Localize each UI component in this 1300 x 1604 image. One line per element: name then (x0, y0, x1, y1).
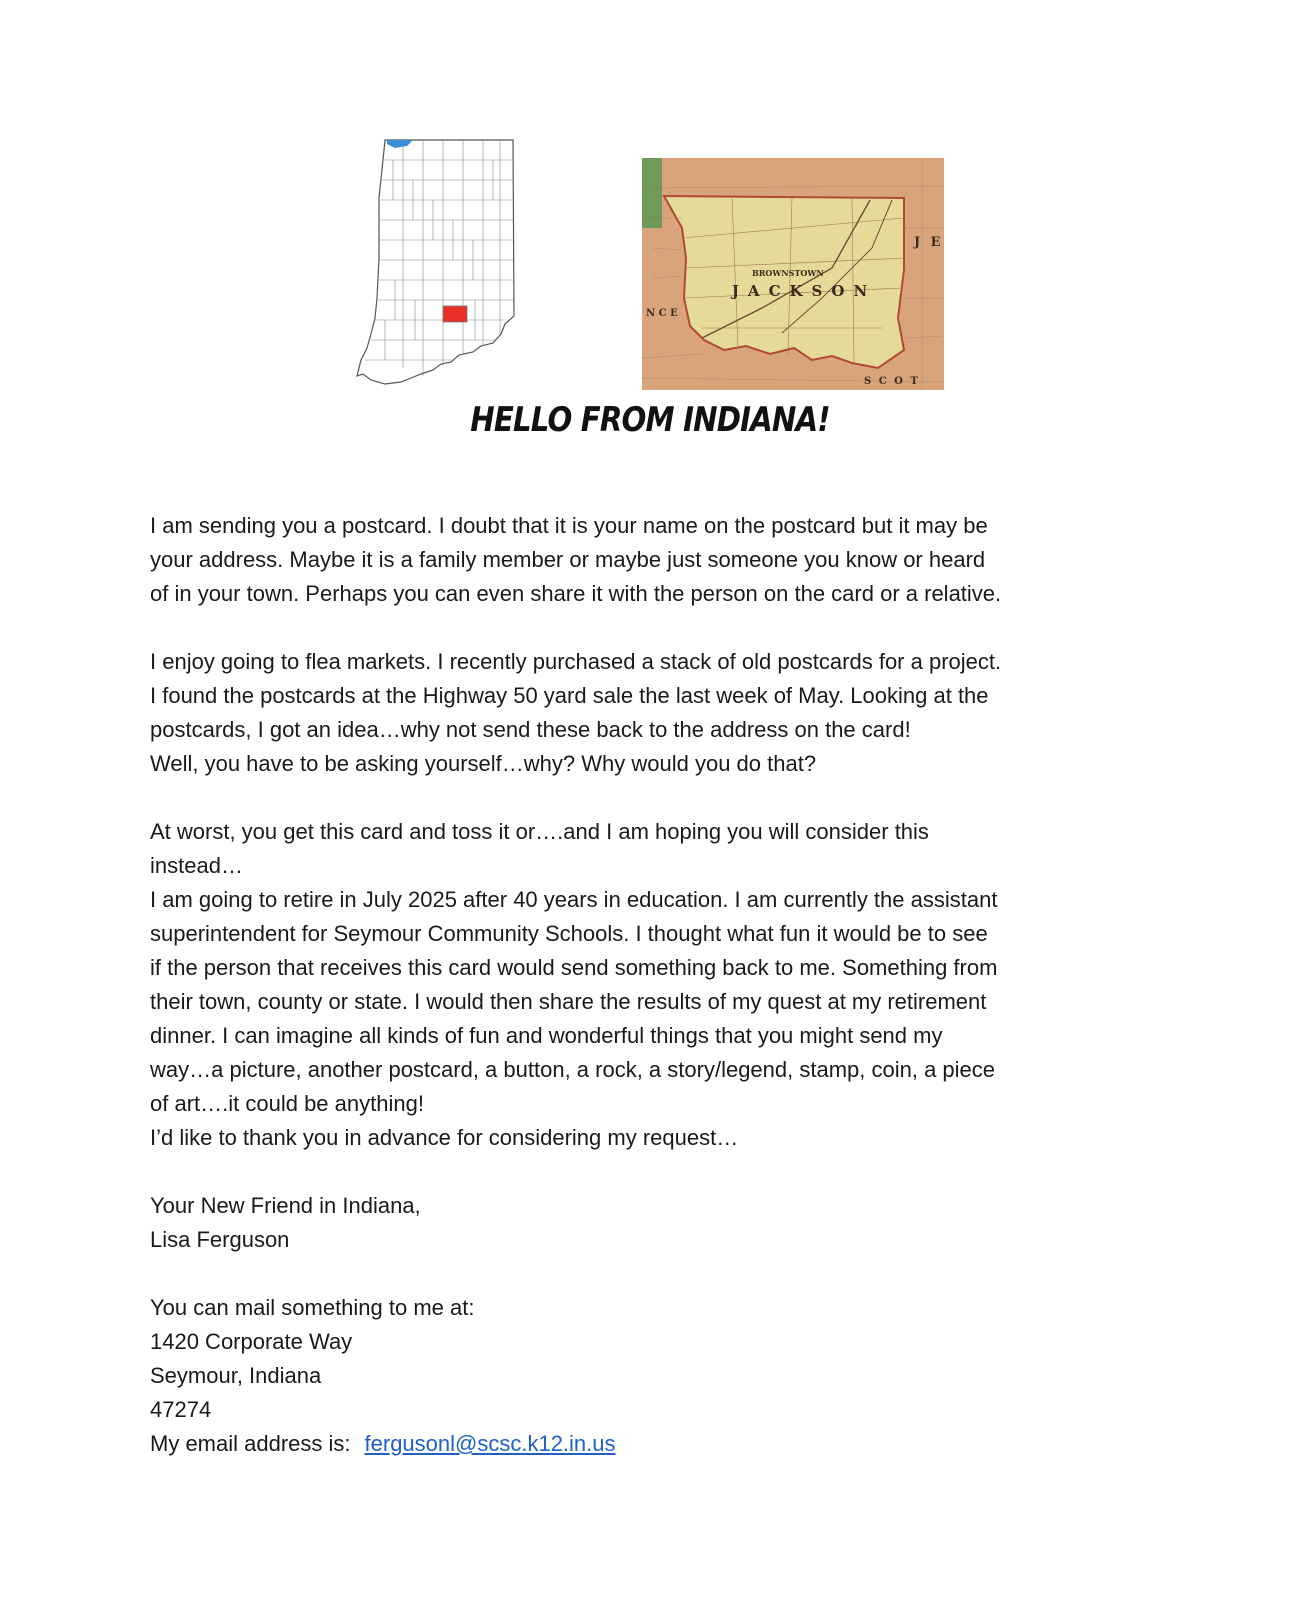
map-label-je: J E (914, 235, 944, 250)
mailing-address (150, 1291, 1170, 1461)
text-line: postcards, I got an idea…why not send these back to the address on the card! (150, 717, 911, 742)
text-line: I am sending you a postcard. I doubt that it is your name on the postcard but it may be (150, 513, 988, 538)
email-label: My email address is: (150, 1431, 351, 1456)
map-label-nce: N C E (646, 308, 678, 319)
signature-name: Lisa Ferguson (150, 1227, 290, 1252)
address-zip: 47274 (150, 1397, 212, 1422)
text-line: way…a picture, another postcard, a button, a rock, a story/legend, stamp, coin, a piece (150, 1057, 996, 1082)
text-line: your address. Maybe it is a family member or maybe just someone you know or heard (150, 547, 986, 572)
text-line: I’d like to thank you in advance for considering my request… (150, 1125, 739, 1150)
sign-off (150, 1189, 1170, 1257)
indiana-county-map (355, 138, 520, 386)
address-city-state: Seymour, Indiana (150, 1363, 322, 1388)
map-label-scot: S C O T (864, 376, 920, 387)
mail-intro: You can mail something to me at: (150, 1295, 475, 1320)
address-street: 1420 Corporate Way (150, 1329, 353, 1354)
text-line: if the person that receives this card would send something back to me. Something from (150, 955, 998, 980)
text-line: instead… (150, 853, 243, 878)
email-link[interactable]: fergusonl@scsc.k12.in.us (364, 1431, 616, 1456)
text-line: I am going to retire in July 2025 after 40 years in education. I am currently the assistant (150, 887, 998, 912)
paragraph-1 (150, 509, 1170, 611)
text-line: dinner. I can imagine all kinds of fun and wonderful things that you might send my (150, 1023, 943, 1048)
text-line: At worst, you get this card and toss it or….and I am hoping you will consider this (150, 819, 929, 844)
jackson-county-highlight (443, 306, 467, 322)
text-line: their town, county or state. I would then share the results of my quest at my retirement (150, 989, 987, 1014)
indiana-outline (357, 140, 514, 384)
map-label-brownstown: BROWNSTOWN (752, 268, 824, 278)
email-row (150, 1427, 1170, 1461)
text-line: Well, you have to be asking yourself…why? Why would you do that? (150, 751, 817, 776)
map-label-jackson: JACKSON (731, 282, 877, 300)
text-line: of in your town. Perhaps you can even share it with the person on the card or a relative. (150, 581, 1002, 606)
text-line: superintendent for Seymour Community Schools. I thought what fun it would be to see (150, 921, 988, 946)
page-title: HELLO FROM INDIANA! (470, 400, 830, 440)
paragraph-3 (150, 815, 1170, 1155)
letter-body (150, 509, 1170, 1461)
text-line: of art….it could be anything! (150, 1091, 424, 1116)
text-line: I enjoy going to flea markets. I recently purchased a stack of old postcards for a project. (150, 649, 1002, 674)
text-line: I found the postcards at the Highway 50 yard sale the last week of May. Looking at the (150, 683, 989, 708)
jackson-county-vintage-map (642, 158, 944, 390)
closing-text: Your New Friend in Indiana, (150, 1193, 421, 1218)
paragraph-2 (150, 645, 1170, 781)
